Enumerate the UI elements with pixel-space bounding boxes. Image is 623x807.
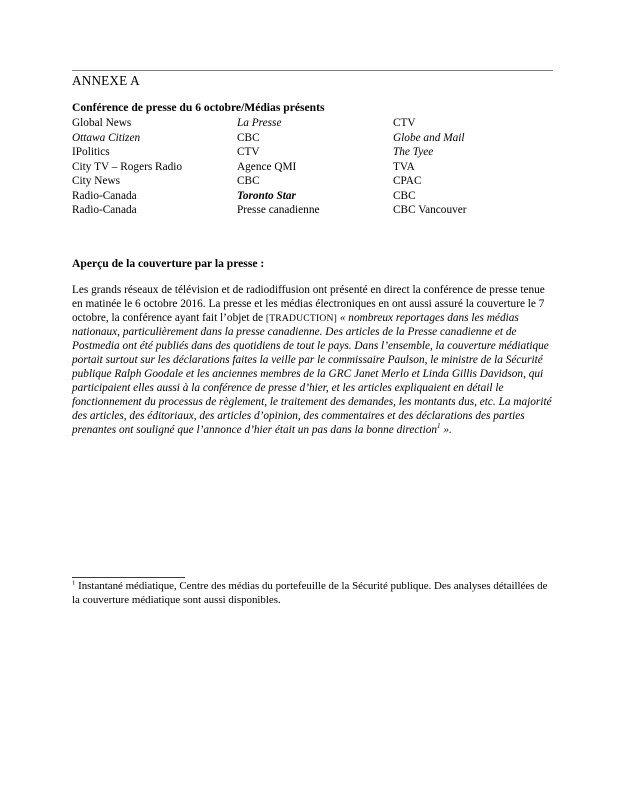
media-cell: City News xyxy=(72,175,121,187)
translation-marker: [TRADUCTION] xyxy=(265,312,337,324)
media-cell: CBC xyxy=(393,189,416,202)
footnote-number: 1 xyxy=(72,579,76,587)
media-cell: Radio-Canada xyxy=(72,204,137,216)
footnote xyxy=(72,580,553,608)
media-cell: La Presse xyxy=(237,117,282,129)
media-cell: IPolitics xyxy=(72,146,110,158)
media-cell: Agence QMI xyxy=(237,160,297,173)
media-section-heading: Conférence de presse du 6 octobre/Médias présents xyxy=(72,101,325,114)
media-cell: CBC xyxy=(237,175,260,187)
header-rule xyxy=(72,70,553,71)
media-cell: Presse canadienne xyxy=(237,204,320,216)
coverage-paragraph xyxy=(72,284,553,437)
media-table xyxy=(72,116,553,218)
paragraph-intro-text: Les grands réseaux de télévision et de radiodiffusion ont présenté en direct la conférence de presse tenue en matinée le 6 octobre 2016. La presse et les médias électroniques en ont aussi assuré la couverture le 7 octobre, la conférence ayant fait l’objet de xyxy=(72,284,545,324)
footnote-separator-rule xyxy=(72,577,185,578)
media-cell: Globe and Mail xyxy=(393,131,465,144)
media-cell: Toronto Star xyxy=(237,189,296,202)
annex-title: ANNEXE A xyxy=(72,73,140,88)
media-cell: The Tyee xyxy=(393,146,434,158)
media-cell: CTV xyxy=(393,117,416,129)
coverage-section-heading: Aperçu de la couverture par la presse : xyxy=(72,257,265,270)
footnote-text: Instantané médiatique, Centre des médias du portefeuille de la Sécurité publique. Des analyses détaillées de la couverture médiatique sont aussi disponibles. xyxy=(72,580,548,606)
media-cell: Global News xyxy=(72,117,132,129)
media-cell: CPAC xyxy=(393,175,422,187)
footnote-reference-mark: 1 xyxy=(437,421,441,430)
media-cell: CBC xyxy=(237,131,260,144)
quoted-coverage-text: « nombreux reportages dans les médias nationaux, particulièrement dans la presse canadienne. Des articles de la Presse canadienne et de Postmedia ont été publiés dans des quotidiens de tout le pays. Dans l’ensemble, la couverture médiatique portait surtout sur les déclarations faites la veille par le commissaire Paulson, le ministre de la Sécurité publique Ralph Goodale et les anciennes membres de la GRC Janet Merlo et Linda Gillis Davidson, qui participaient elles aussi à la conférence de presse d’hier, et les articles expliquaient en détail le fonctionnement du processus de règlement, le traitement des demandes, les montants dus, etc. La majorité des articles, des éditoriaux, des articles d’opinion, des commentaires et des déclarations des parties prenantes ont souligné que l’annonce d’hier était un pas dans la bonne direction xyxy=(72,311,552,436)
media-cell: Ottawa Citizen xyxy=(72,131,141,144)
media-cell: CBC Vancouver xyxy=(393,204,467,216)
quote-closing-mark: ». xyxy=(440,423,452,436)
media-cell: TVA xyxy=(393,160,415,173)
media-cell: Radio-Canada xyxy=(72,189,137,202)
media-cell: City TV – Rogers Radio xyxy=(72,160,183,173)
media-cell: CTV xyxy=(237,146,260,158)
